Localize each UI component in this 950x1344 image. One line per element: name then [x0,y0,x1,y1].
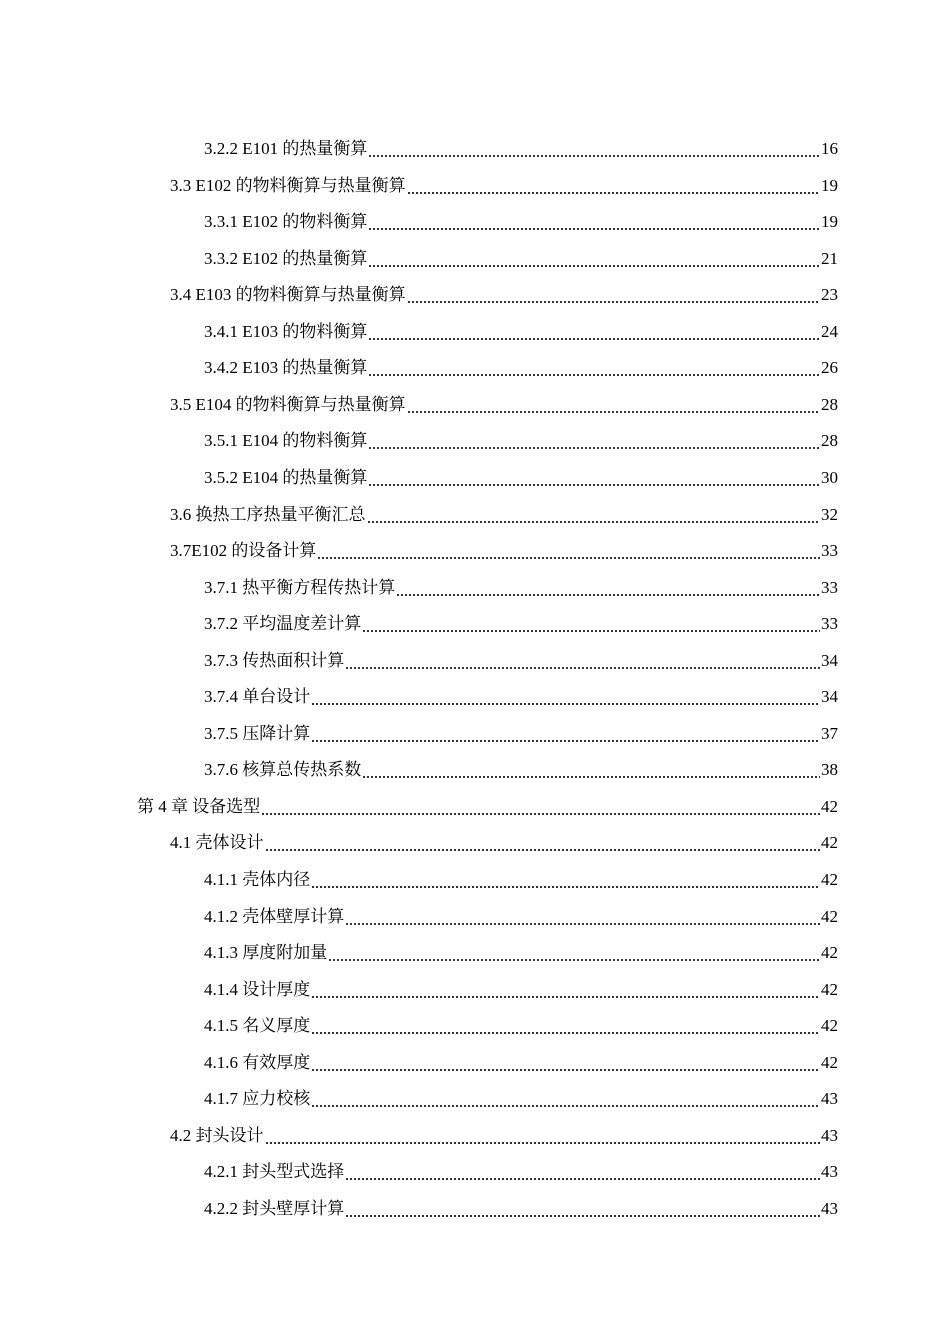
toc-entry-title: 3.3 E102 的物料衡算与热量衡算 [170,176,406,195]
toc-entry[interactable] [204,679,838,715]
toc-entry[interactable] [204,606,838,642]
toc-entry-title: 4.1.7 应力校核 [204,1089,311,1108]
toc-entry[interactable] [204,1191,838,1227]
toc-entry-title: 第 4 章 设备选型 [137,797,261,816]
toc-entry-title: 4.2.2 封头壁厚计算 [204,1199,345,1218]
toc-entry[interactable] [170,825,838,861]
toc-entry-title: 3.7.4 单台设计 [204,687,311,706]
toc-dot-leader [368,265,820,267]
toc-dot-leader [317,557,820,559]
toc-entry-title: 3.7.5 压降计算 [204,724,311,743]
toc-dot-leader [328,959,820,961]
toc-entry[interactable] [204,1081,838,1117]
toc-entry-page-number: 19 [821,212,838,231]
toc-entry-page-number: 42 [821,870,838,889]
toc-dot-leader [261,813,820,815]
toc-entry-page-number: 34 [821,651,838,670]
toc-entry[interactable] [204,241,838,277]
toc-entry-page-number: 16 [821,139,838,158]
toc-dot-leader [368,155,820,157]
toc-entry-title: 4.1 壳体设计 [170,833,264,852]
toc-dot-leader [362,776,820,778]
toc-dot-leader [368,338,820,340]
toc-entry-page-number: 23 [821,285,838,304]
toc-entry[interactable] [204,204,838,240]
toc-dot-leader [345,1215,820,1217]
toc-dot-leader [311,703,820,705]
toc-dot-leader [368,228,820,230]
toc-entry[interactable] [170,497,838,533]
toc-entry-page-number: 42 [821,907,838,926]
toc-dot-leader [311,996,820,998]
toc-entry-title: 4.1.2 壳体壁厚计算 [204,907,345,926]
toc-entry-title: 3.7.1 热平衡方程传热计算 [204,578,396,597]
toc-entry-title: 3.4.1 E103 的物料衡算 [204,322,368,341]
toc-entry-page-number: 42 [821,797,838,816]
toc-entry[interactable] [204,350,838,386]
toc-entry[interactable] [170,533,838,569]
toc-dot-leader [396,594,820,596]
toc-entry[interactable] [204,570,838,606]
toc-entry-page-number: 33 [821,614,838,633]
toc-entry-page-number: 33 [821,541,838,560]
toc-entry-page-number: 43 [821,1162,838,1181]
toc-entry-title: 4.1.3 厚度附加量 [204,943,328,962]
toc-entry-title: 3.3.2 E102 的热量衡算 [204,249,368,268]
toc-entry[interactable] [204,1045,838,1081]
toc-dot-leader [368,484,820,486]
toc-entry[interactable] [204,643,838,679]
toc-entry-title: 3.2.2 E101 的热量衡算 [204,139,368,158]
toc-entry-page-number: 32 [821,505,838,524]
toc-entry-page-number: 26 [821,358,838,377]
toc-entry[interactable] [204,972,838,1008]
toc-entry-page-number: 43 [821,1199,838,1218]
toc-dot-leader [368,447,820,449]
toc-entry[interactable] [204,314,838,350]
toc-entry[interactable] [204,460,838,496]
toc-entry-title: 4.1.6 有效厚度 [204,1053,311,1072]
toc-dot-leader [407,301,820,303]
toc-dot-leader [345,1178,820,1180]
toc-dot-leader [368,374,820,376]
toc-entry-page-number: 42 [821,1016,838,1035]
toc-dot-leader [265,849,821,851]
toc-dot-leader [311,886,820,888]
toc-dot-leader [407,192,820,194]
toc-entry[interactable] [170,277,838,313]
toc-entry-title: 3.7.6 核算总传热系数 [204,760,362,779]
toc-entry-page-number: 19 [821,176,838,195]
toc-entry[interactable] [204,1008,838,1044]
toc-entry[interactable] [204,131,838,167]
toc-entry-page-number: 43 [821,1089,838,1108]
toc-dot-leader [345,667,820,669]
toc-entry-page-number: 42 [821,943,838,962]
toc-entry-page-number: 38 [821,760,838,779]
toc-dot-leader [265,1142,821,1144]
toc-entry[interactable] [137,789,838,825]
toc-entry-page-number: 30 [821,468,838,487]
toc-dot-leader [311,1105,820,1107]
toc-dot-leader [311,1032,820,1034]
toc-entry[interactable] [204,1154,838,1190]
toc-entry[interactable] [204,716,838,752]
toc-entry-page-number: 24 [821,322,838,341]
toc-entry[interactable] [204,423,838,459]
toc-dot-leader [367,521,821,523]
toc-dot-leader [362,630,820,632]
toc-entry-title: 4.2.1 封头型式选择 [204,1162,345,1181]
toc-entry[interactable] [204,752,838,788]
toc-entry-title: 4.1.5 名义厚度 [204,1016,311,1035]
toc-entry-title: 4.1.1 壳体内径 [204,870,311,889]
toc-entry-title: 3.5 E104 的物料衡算与热量衡算 [170,395,406,414]
toc-entry-title: 3.5.1 E104 的物料衡算 [204,431,368,450]
toc-entry[interactable] [204,935,838,971]
toc-entry-title: 3.3.1 E102 的物料衡算 [204,212,368,231]
toc-entry-page-number: 34 [821,687,838,706]
toc-entry[interactable] [170,1118,838,1154]
toc-entry-page-number: 42 [821,833,838,852]
toc-entry-page-number: 37 [821,724,838,743]
toc-entry-title: 3.5.2 E104 的热量衡算 [204,468,368,487]
toc-entry-title: 3.7E102 的设备计算 [170,541,317,560]
toc-entry[interactable] [204,899,838,935]
toc-entry-page-number: 33 [821,578,838,597]
toc-entry-page-number: 21 [821,249,838,268]
toc-entry-page-number: 28 [821,395,838,414]
toc-entry-title: 3.7.2 平均温度差计算 [204,614,362,633]
toc-entry[interactable] [204,862,838,898]
toc-dot-leader [407,411,820,413]
toc-entry[interactable] [170,168,838,204]
toc-entry-page-number: 28 [821,431,838,450]
toc-dot-leader [345,923,820,925]
toc-entry-page-number: 43 [821,1126,838,1145]
toc-entry-page-number: 42 [821,980,838,999]
toc-entry-title: 3.6 换热工序热量平衡汇总 [170,505,366,524]
toc-entry-title: 4.2 封头设计 [170,1126,264,1145]
toc-entry-title: 3.4.2 E103 的热量衡算 [204,358,368,377]
toc-entry-title: 4.1.4 设计厚度 [204,980,311,999]
toc-dot-leader [311,740,820,742]
toc-entry[interactable] [170,387,838,423]
toc-dot-leader [311,1069,820,1071]
toc-entry-title: 3.4 E103 的物料衡算与热量衡算 [170,285,406,304]
toc-entry-title: 3.7.3 传热面积计算 [204,651,345,670]
toc-entry-page-number: 42 [821,1053,838,1072]
